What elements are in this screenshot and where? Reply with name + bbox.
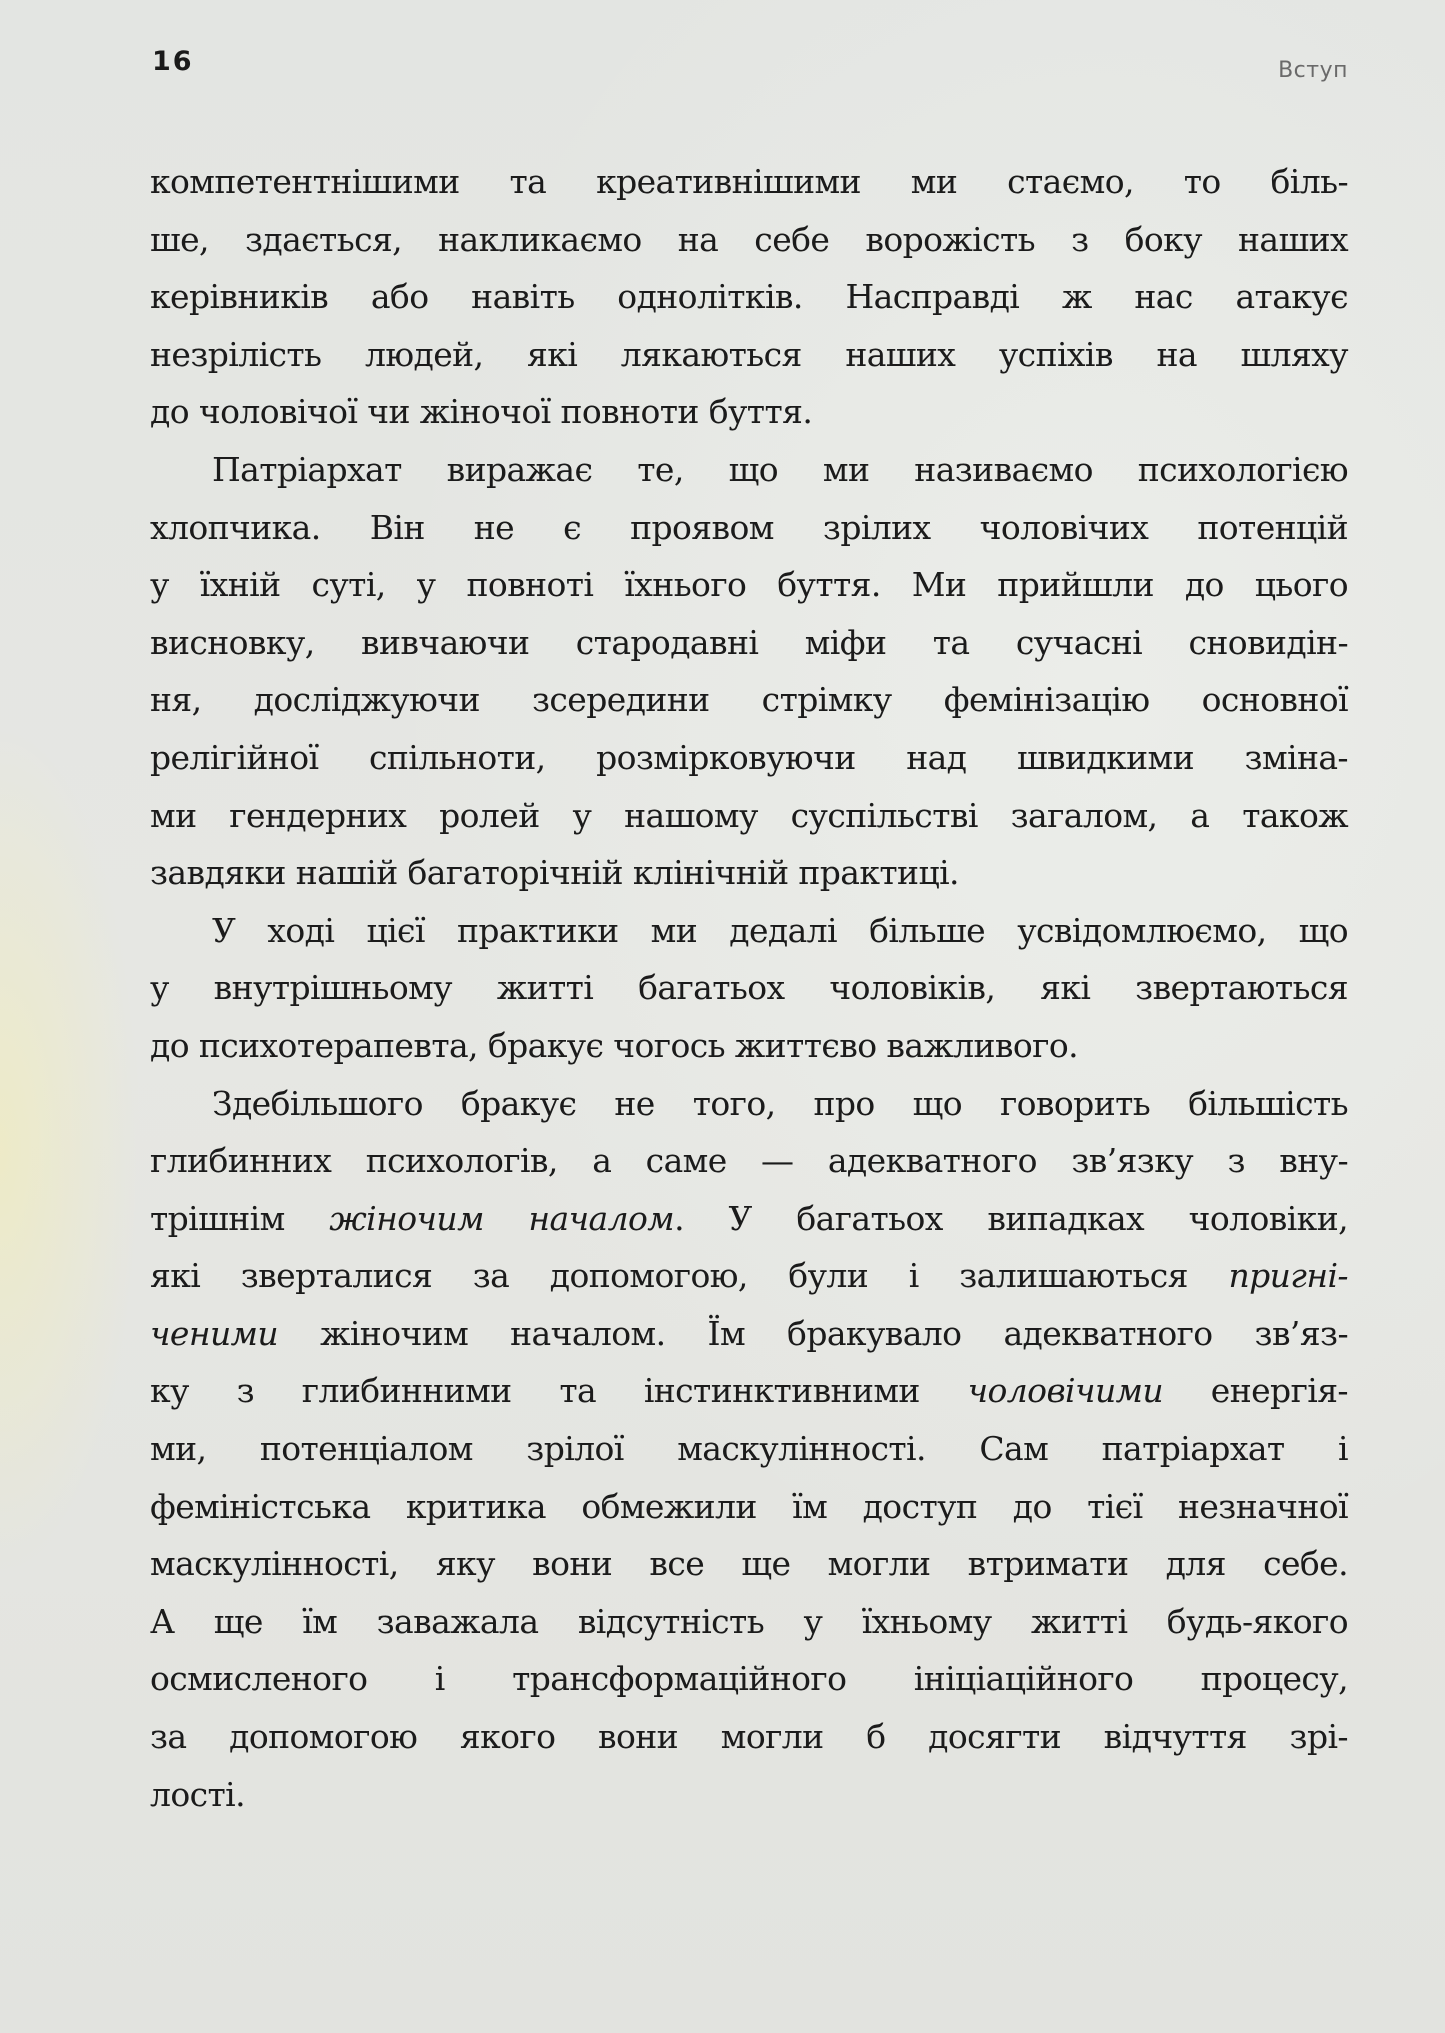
text-line [150, 1247, 1348, 1305]
text-line: висновку, вивчаючи стародавні міфи та сучасні сновидін- [150, 622, 1348, 662]
text-span: ку з глибинними та інстинктивними [150, 1371, 968, 1411]
text-line [150, 1305, 1348, 1363]
paragraph-4 [150, 1075, 1348, 1824]
text-line: маскулінності, яку вони все ще могли втримати для себе. [150, 1544, 1348, 1584]
text-line: глибинних психологів, а саме — адекватного зв’язку з вну- [150, 1141, 1348, 1181]
text-line [150, 1190, 1348, 1248]
text-line: хлопчика. Він не є проявом зрілих чоловічих потенцій [150, 507, 1348, 547]
paragraph-1 [150, 153, 1348, 441]
running-head [152, 40, 1348, 83]
italic-emphasis: пригні- [1228, 1256, 1348, 1296]
text-line: керівників або навіть однолітків. Насправді ж нас атакує [150, 277, 1348, 317]
text-line: ми, потенціалом зрілої маскулінності. Сам патріархат і [150, 1429, 1348, 1469]
text-line: ми гендерних ролей у нашому суспільстві загалом, а також [150, 795, 1348, 835]
text-line: лості. [150, 1774, 246, 1814]
text-span: жіночим началом. Їм бракувало адекватного зв’яз- [278, 1313, 1348, 1353]
text-line: до психотерапевта, бракує чогось життєво важливого. [150, 1025, 1079, 1065]
text-line: Здебільшого бракує не того, про що говорить більшість [212, 1083, 1348, 1123]
text-span: . У багатьох випадках чоловіки, [674, 1198, 1348, 1238]
body-text [150, 153, 1348, 1823]
text-line: до чоловічої чи жіночої повноти буття. [150, 392, 813, 432]
text-line: компетентнішими та креативнішими ми стаємо, то біль- [150, 162, 1348, 201]
section-title: Вступ [1278, 58, 1348, 83]
italic-emphasis: ченими [150, 1313, 279, 1353]
text-line: Патріархат виражає те, що ми називаємо психологією [212, 449, 1348, 489]
text-line: за допомогою якого вони могли б досягти відчуття зрі- [150, 1717, 1348, 1757]
page-number: 16 [152, 46, 194, 77]
text-line: ня, досліджуючи зсередини стрімку фемінізацію основної [150, 680, 1348, 720]
text-line: У ході цієї практики ми дедалі більше усвідомлюємо, що [212, 910, 1348, 950]
text-line: у їхній суті, у повноті їхнього буття. Ми прийшли до цього [150, 565, 1348, 605]
text-line [150, 1362, 1348, 1420]
text-line: у внутрішньому житті багатьох чоловіків, які звертаються [150, 968, 1348, 1008]
paragraph-2 [150, 441, 1348, 902]
text-line: феміністська критика обмежили їм доступ до тієї незначної [150, 1486, 1348, 1526]
text-line: незрілість людей, які лякаються наших успіхів на шляху [150, 334, 1348, 374]
text-line: ше, здається, накликаємо на себе ворожість з боку наших [150, 219, 1348, 259]
text-span: трішнім [150, 1198, 330, 1238]
text-span: які зверталися за допомогою, були і залишаються [150, 1256, 1229, 1296]
paragraph-3 [150, 902, 1348, 1075]
text-line: А ще їм заважала відсутність у їхньому житті будь-якого [150, 1601, 1348, 1641]
italic-emphasis: чоловічими [967, 1371, 1164, 1411]
text-line: релігійної спільноти, розмірковуючи над швидкими зміна- [150, 737, 1348, 777]
text-line: осмисленого і трансформаційного ініціаційного процесу, [150, 1659, 1348, 1699]
text-span: енергія- [1163, 1371, 1348, 1411]
text-line: завдяки нашій багаторічній клінічній практиці. [150, 853, 959, 893]
italic-emphasis: жіночим началом [329, 1198, 675, 1238]
